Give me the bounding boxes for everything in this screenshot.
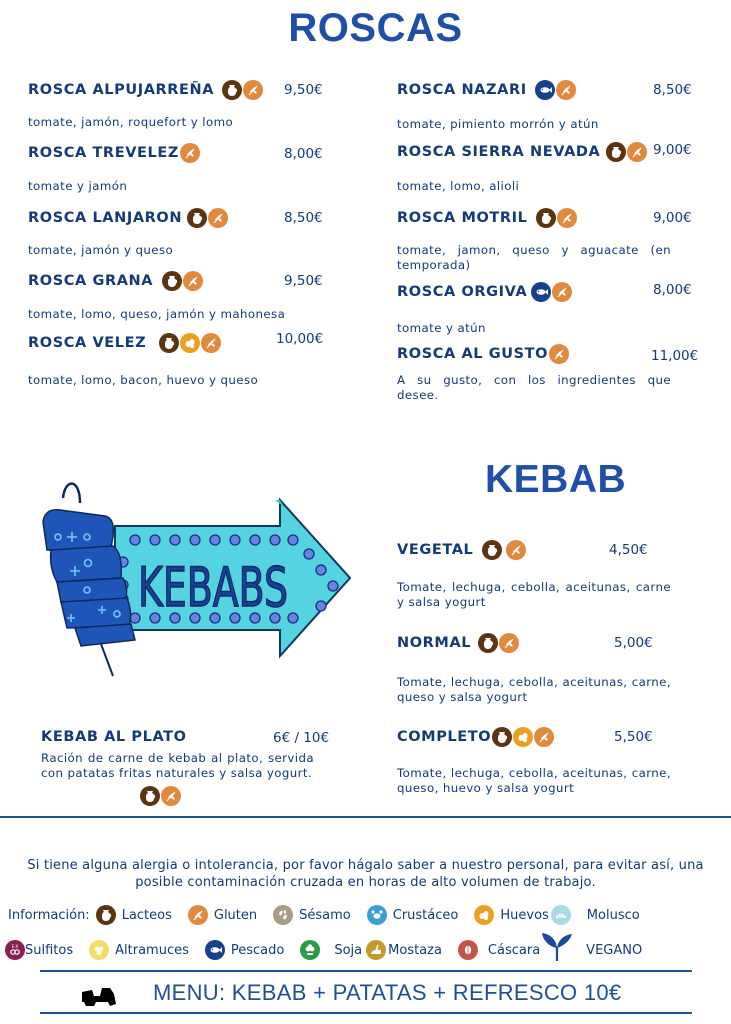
lacteos-icon <box>606 142 626 162</box>
rosca-lanjaron-price: 8,50€ <box>284 210 323 226</box>
rosca-nazari-price: 8,50€ <box>653 82 692 98</box>
gluten-icon <box>243 80 263 100</box>
eggs-icon <box>474 905 494 925</box>
legend-item-lacteos: Lacteos <box>96 905 188 925</box>
rosca-grana-name: ROSCA GRANA <box>28 271 203 291</box>
huevos-icon <box>513 727 533 747</box>
rosca-velez-price: 10,00€ <box>276 331 324 347</box>
gluten-icon <box>557 208 577 228</box>
rosca-trevelez-price: 8,00€ <box>284 146 323 162</box>
rosca-sierra-nevada-desc: tomate, lomo, alioli <box>397 179 520 193</box>
legend-item-gluten: Gluten <box>188 905 273 925</box>
wheat-icon <box>188 905 208 925</box>
kebab-al-plato-name: KEBAB AL PLATO <box>41 729 187 745</box>
fish-icon <box>205 940 225 960</box>
kebab-normal-desc: Tomate, lechuga, cebolla, aceitunas, carne, queso y salsa yogurt <box>397 675 671 704</box>
crab-icon <box>367 905 387 925</box>
rosca-nazari-desc: tomate, pimiento morrón y atún <box>397 117 599 131</box>
rosca-velez-desc: tomate, lomo, bacon, huevo y queso <box>28 373 259 387</box>
rosca-grana-price: 9,50€ <box>284 273 323 289</box>
lacteos-icon <box>222 80 242 100</box>
rosca-grana-desc: tomate, lomo, queso, jamón y mahonesa <box>28 307 286 321</box>
lacteos-icon <box>482 540 502 560</box>
legend-label: Información: <box>8 907 90 923</box>
rosca-orgiva-name: ROSCA ORGIVA <box>397 282 572 302</box>
legend-item-sesamo: Sésamo <box>273 905 367 925</box>
scooter-icon <box>80 986 118 1008</box>
rosca-lanjaron-desc: tomate, jamón y queso <box>28 243 174 257</box>
pescado-icon <box>531 282 551 302</box>
rosca-motril-price: 9,00€ <box>653 210 692 226</box>
gluten-icon <box>552 282 572 302</box>
rosca-motril-desc: tomate, jamon, queso y aguacate (en temporada) <box>397 243 671 272</box>
gluten-icon <box>506 540 526 560</box>
legend-item-huevos: Huevos <box>474 905 550 925</box>
soy-icon <box>300 940 320 960</box>
menu-bottom-divider <box>40 1012 692 1014</box>
seeds-icon <box>273 905 293 925</box>
rosca-al-gusto-desc: A su gusto, con los ingredientes que desee. <box>397 373 671 402</box>
kebab-normal-price: 5,00€ <box>614 635 653 651</box>
menu-offer-bar <box>40 972 692 1024</box>
legend-item-vegano: VEGANO <box>540 937 642 963</box>
rosca-alpujarrena-desc: tomate, jamón, roquefort y lomo <box>28 115 234 129</box>
rosca-al-gusto-price: 11,00€ <box>651 348 699 364</box>
kebab-completo-desc: Tomate, lechuga, cebolla, aceitunas, carne, queso, huevo y salsa yogurt <box>397 766 671 795</box>
lupin-icon <box>89 940 109 960</box>
kebab-normal-name: NORMAL <box>397 633 519 653</box>
lacteos-icon <box>140 786 160 806</box>
huevos-icon <box>180 333 200 353</box>
legend-item-soja: Soja <box>300 940 366 960</box>
legend-item-pescado: Pescado <box>205 940 300 960</box>
lacteos-icon <box>478 633 498 653</box>
roscas-section-title: ROSCAS <box>288 6 463 50</box>
gluten-icon <box>201 333 221 353</box>
gluten-icon <box>549 344 569 364</box>
rosca-trevelez-name: ROSCA TREVELEZ <box>28 143 200 163</box>
rosca-alpujarrena-price: 9,50€ <box>284 82 323 98</box>
gluten-icon <box>627 142 647 162</box>
kebab-al-plato-desc: Ración de carne de kebab al plato, servida con patatas fritas naturales y salsa yogurt. <box>41 751 314 780</box>
gluten-icon <box>161 786 181 806</box>
kebab-completo-name: COMPLETO <box>397 727 554 747</box>
allergen-legend-row-1 <box>8 905 656 925</box>
kebab-section-title: KEBAB <box>485 458 627 501</box>
rosca-velez-name: ROSCA VELEZ <box>28 333 221 353</box>
sulfites-icon <box>5 940 25 960</box>
allergy-notice: Si tiene alguna alergia o intolerancia, por favor hágalo saber a nuestro personal, para evitar así, una posible contaminación cruzada en horas de alto volumen de trabajo. <box>27 858 704 890</box>
legend-item-crustaceo: Crustáceo <box>367 905 475 925</box>
allergen-legend-row-2 <box>5 937 642 963</box>
rosca-motril-name: ROSCA MOTRIL <box>397 208 577 228</box>
rosca-orgiva-price: 8,00€ <box>653 282 692 298</box>
kebab-vegetal-price: 4,50€ <box>609 542 648 558</box>
svg-text:KEBABS: KEBABS <box>138 556 288 619</box>
jug-icon <box>96 905 116 925</box>
rosca-alpujarrena-name: ROSCA ALPUJARREÑA <box>28 80 263 100</box>
legend-item-altramuces: Altramuces <box>89 940 205 960</box>
rosca-trevelez-desc: tomate y jamón <box>28 179 128 193</box>
kebab-al-plato-price: 6€ / 10€ <box>273 730 330 746</box>
gluten-icon <box>183 271 203 291</box>
pescado-icon <box>535 80 555 100</box>
gluten-icon <box>556 80 576 100</box>
lacteos-icon <box>159 333 179 353</box>
lacteos-icon <box>187 208 207 228</box>
mustard-icon <box>366 940 386 960</box>
shell-icon <box>551 905 571 925</box>
rosca-lanjaron-name: ROSCA LANJARON <box>28 208 228 228</box>
kebab-completo-price: 5,50€ <box>614 729 653 745</box>
nut-icon <box>458 940 478 960</box>
section-divider <box>0 816 731 818</box>
rosca-al-gusto-name: ROSCA AL GUSTO <box>397 344 569 364</box>
legend-item-cascara: Cáscara <box>458 940 540 960</box>
rosca-nazari-name: ROSCA NAZARI <box>397 80 576 100</box>
rosca-sierra-nevada-price: 9,00€ <box>653 142 692 158</box>
legend-item-sulfitos: Sulfitos <box>5 940 89 960</box>
gluten-icon <box>208 208 228 228</box>
lacteos-icon <box>536 208 556 228</box>
gluten-icon <box>499 633 519 653</box>
legend-item-molusco: Molusco <box>551 905 656 925</box>
gluten-icon <box>180 143 200 163</box>
legend-item-mostaza: Mostaza <box>366 940 458 960</box>
rosca-sierra-nevada-name: ROSCA SIERRA NEVADA <box>397 142 647 162</box>
kebab-vegetal-desc: Tomate, lechuga, cebolla, aceitunas, carne y salsa yogurt <box>397 580 671 609</box>
lacteos-icon <box>492 727 512 747</box>
kebab-vegetal-name: VEGETAL <box>397 540 526 560</box>
rosca-orgiva-desc: tomate y atún <box>397 321 486 335</box>
kebabs-sign-illustration <box>35 478 355 678</box>
lacteos-icon <box>162 271 182 291</box>
sprout-icon <box>540 931 574 963</box>
kebab-al-plato-allergens <box>140 786 181 806</box>
menu-offer-text: MENU: KEBAB + PATATAS + REFRESCO 10€ <box>153 980 622 1005</box>
gluten-icon <box>534 727 554 747</box>
